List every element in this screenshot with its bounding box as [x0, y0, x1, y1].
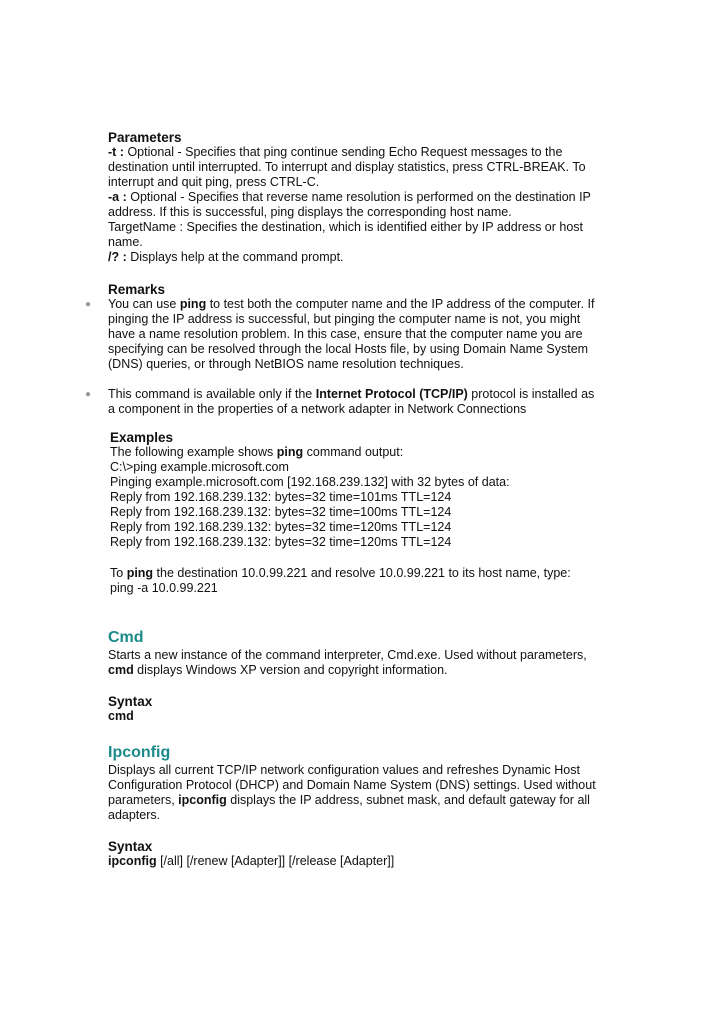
ipconfig-syntax-heading: Syntax	[108, 839, 153, 854]
text-line	[108, 648, 628, 663]
bold-term: ping	[179, 297, 207, 311]
text-run: You can use	[108, 297, 180, 311]
cmd-syntax: cmd	[108, 709, 134, 723]
text-line	[110, 520, 630, 535]
text-run: Displays all current TCP/IP network configuration values and refreshes Dynamic Host	[108, 763, 580, 777]
text-line	[108, 663, 628, 678]
text-run: Reply from 192.168.239.132: bytes=32 time=120ms TTL=124	[110, 535, 452, 549]
text-run: a component in the properties of a network adapter in Network Connections	[108, 402, 527, 416]
text-run: Pinging example.microsoft.com [192.168.239.132] with 32 bytes of data:	[110, 475, 510, 489]
text-run: interrupt and quit ping, press CTRL-C.	[108, 175, 320, 189]
text-line	[108, 160, 628, 175]
text-line	[108, 205, 628, 220]
remarks-section	[108, 282, 628, 297]
text-run: parameters,	[108, 793, 179, 807]
text-line	[110, 566, 630, 581]
text-line	[108, 387, 628, 402]
text-line	[108, 250, 628, 265]
text-run: Configuration Protocol (DHCP) and Domain Name System (DNS) settings. Used without	[108, 778, 596, 792]
text-run: Displays help at the command prompt.	[130, 250, 344, 264]
text-line	[108, 145, 628, 160]
text-run: To	[110, 566, 127, 580]
parameters-heading: Parameters	[108, 130, 182, 145]
text-line	[108, 402, 628, 417]
text-line	[110, 445, 630, 460]
examples-heading: Examples	[110, 430, 174, 445]
text-run: C:\>ping example.microsoft.com	[110, 460, 289, 474]
text-line	[108, 190, 628, 205]
text-line	[108, 778, 628, 793]
ipconfig-description	[108, 763, 628, 823]
text-line	[108, 342, 628, 357]
bold-term: Internet Protocol (TCP/IP)	[315, 387, 468, 401]
text-run: specifying can be resolved through the local Hosts file, by using Domain Name System	[108, 342, 589, 356]
text-run: Reply from 192.168.239.132: bytes=32 time=101ms TTL=124	[110, 490, 452, 504]
text-run: Optional - Specifies that reverse name resolution is performed on the destination IP	[130, 190, 591, 204]
text-line	[110, 581, 630, 596]
bold-term: ping	[276, 445, 304, 459]
text-run: command output:	[303, 445, 404, 459]
text-line	[108, 220, 628, 235]
bold-term: -a :	[108, 190, 131, 204]
bold-term: /? :	[108, 250, 131, 264]
bold-term: ipconfig	[178, 793, 227, 807]
text-line	[110, 505, 630, 520]
text-run: destination until interrupted. To interrupt and display statistics, press CTRL-BREAK. To	[108, 160, 586, 174]
ipconfig-title: Ipconfig	[108, 744, 171, 761]
text-run: protocol is installed as	[467, 387, 595, 401]
cmd-section	[108, 628, 628, 724]
cmd-title: Cmd	[108, 629, 144, 646]
text-line	[110, 535, 630, 550]
text-run: name.	[108, 235, 143, 249]
text-line	[108, 297, 628, 312]
examples-section	[110, 430, 630, 596]
text-line	[108, 312, 628, 327]
text-run: The following example shows	[110, 445, 277, 459]
ipconfig-syntax	[108, 854, 628, 869]
text-line	[108, 175, 628, 190]
text-run: Optional - Specifies that ping continue sending Echo Request messages to the	[127, 145, 563, 159]
text-run: displays Windows XP version and copyright information.	[133, 663, 448, 677]
remarks-bullet-2	[108, 387, 628, 417]
text-line	[108, 357, 628, 372]
ipconfig-syntax-command: ipconfig	[108, 854, 157, 868]
text-run: ping -a 10.0.99.221	[110, 581, 218, 595]
text-line	[108, 808, 628, 823]
text-run: the destination 10.0.99.221 and resolve 10.0.99.221 to its host name, type:	[153, 566, 571, 580]
text-line	[108, 763, 628, 778]
bullet-icon: ●	[85, 299, 92, 310]
text-run: (DNS) queries, or through NetBIOS name resolution techniques.	[108, 357, 464, 371]
bold-term: -t :	[108, 145, 128, 159]
text-line	[110, 475, 630, 490]
examples-tail	[110, 566, 630, 596]
text-run: address. If this is successful, ping displays the corresponding host name.	[108, 205, 512, 219]
remarks-heading: Remarks	[108, 282, 166, 297]
text-run: adapters.	[108, 808, 161, 822]
cmd-description	[108, 648, 628, 678]
text-run: Starts a new instance of the command interpreter, Cmd.exe. Used without parameters,	[108, 648, 587, 662]
text-run: pinging the IP address is successful, but pinging the computer name is not, you might	[108, 312, 581, 326]
examples-list	[110, 445, 630, 550]
parameters-section	[108, 130, 628, 265]
text-run: Reply from 192.168.239.132: bytes=32 time=120ms TTL=124	[110, 520, 452, 534]
text-run: TargetName : Specifies the destination, which is identified either by IP address or host	[108, 220, 584, 234]
text-run: Reply from 192.168.239.132: bytes=32 time=100ms TTL=124	[110, 505, 452, 519]
text-run: to test both the computer name and the IP address of the computer. If	[206, 297, 595, 311]
text-line	[108, 235, 628, 250]
bold-term: ping	[126, 566, 154, 580]
text-line	[110, 490, 630, 505]
cmd-syntax-heading: Syntax	[108, 694, 153, 709]
parameters-list	[108, 145, 628, 265]
ipconfig-syntax-args: [/all] [/renew [Adapter]] [/release [Adapter]]	[156, 854, 395, 868]
ipconfig-section	[108, 743, 628, 869]
text-run: have a name resolution problem. In this case, ensure that the computer name you are	[108, 327, 583, 341]
text-line	[108, 327, 628, 342]
bullet-icon: ●	[85, 389, 92, 400]
text-run: displays the IP address, subnet mask, and default gateway for all	[226, 793, 590, 807]
remarks-bullet-1	[108, 297, 628, 372]
text-run: This command is available only if the	[108, 387, 316, 401]
text-line	[108, 793, 628, 808]
text-line	[110, 460, 630, 475]
bold-term: cmd	[108, 663, 134, 677]
